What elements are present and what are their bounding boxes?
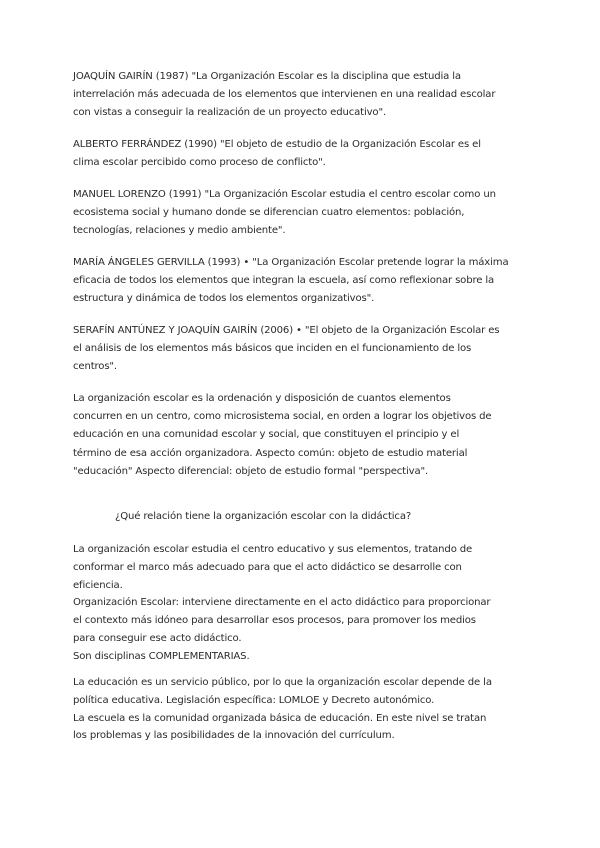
text-line: concurren en un centro, como microsistema social, en orden a lograr los objetivos de: [73, 411, 492, 423]
text-line: eficiencia.: [73, 579, 123, 591]
quote-lorenzo-1991: [73, 186, 533, 241]
quote-gervilla-1993: [73, 254, 533, 309]
text-line: SERAFÍN ANTÚNEZ Y JOAQUÍN GAIRÍN (2006) • "El objeto de la Organización Escolar es: [73, 325, 500, 336]
text-line: ALBERTO FERRÁNDEZ (1990) "El objeto de estudio de la Organización Escolar es el: [73, 139, 481, 150]
policy-paragraph: [73, 674, 533, 745]
text-line: educación en una comunidad escolar y social, que constituyen el principio y el: [73, 429, 460, 441]
quote-gairin-1987: [73, 68, 533, 123]
quote-antunez-gairin-2006: [73, 322, 533, 377]
text-line: La organización escolar estudia el centro educativo y sus elementos, tratando de: [73, 544, 473, 555]
quote-ferrandez-1990: [73, 136, 533, 172]
text-line: estructura y dinámica de todos los elementos organizativos".: [73, 293, 375, 305]
text-line: clima escolar percibido como proceso de conflicto".: [73, 157, 326, 169]
text-line: el contexto más idóneo para desarrollar esos procesos, para promover los medios: [73, 615, 476, 627]
text-line: eficacia de todos los elementos que integran la escuela, así como reflexionar sobre la: [73, 275, 495, 287]
text-line: La organización escolar es la ordenación y disposición de cuantos elementos: [73, 393, 451, 404]
definition-paragraph: [73, 390, 533, 481]
text-line: Son disciplinas COMPLEMENTARIAS.: [73, 650, 250, 662]
text-line: La escuela es la comunidad organizada básica de educación. En este nivel se tratan: [73, 712, 487, 724]
text-line: tecnologías, relaciones y medio ambiente".: [73, 225, 286, 237]
text-line: término de esa acción organizadora. Aspecto común: objeto de estudio material: [73, 447, 468, 459]
text-line: con vistas a conseguir la realización de un proyecto educativo".: [73, 107, 387, 119]
answer-paragraph: [73, 541, 533, 666]
text-line: conformar el marco más adecuado para que el acto didáctico se desarrolle con: [73, 561, 462, 573]
text-line: el análisis de los elementos más básicos que inciden en el funcionamiento de los: [73, 343, 472, 355]
text-line: los problemas y las posibilidades de la innovación del currículum.: [73, 730, 395, 742]
text-line: interrelación más adecuada de los elementos que intervienen en una realidad escolar: [73, 89, 496, 101]
text-line: MARÍA ÁNGELES GERVILLA (1993) • "La Organización Escolar pretende lograr la máxima: [73, 257, 509, 268]
text-line: La educación es un servicio público, por lo que la organización escolar depende de la: [73, 677, 492, 688]
text-line: centros".: [73, 361, 117, 373]
text-line: "educación" Aspecto diferencial: objeto de estudio formal "perspectiva".: [73, 465, 429, 477]
text-line: para conseguir ese acto didáctico.: [73, 632, 242, 644]
text-line: Organización Escolar: interviene directamente en el acto didáctico para proporcionar: [73, 597, 491, 609]
question-heading: ¿Qué relación tiene la organización escolar con la didáctica?: [115, 511, 412, 522]
text-line: ecosistema social y humano donde se diferencian cuatro elementos: población,: [73, 207, 465, 219]
text-line: política educativa. Legislación específica: LOMLOE y Decreto autonómico.: [73, 694, 435, 706]
text-line: MANUEL LORENZO (1991) "La Organización Escolar estudia el centro escolar como un: [73, 189, 496, 200]
text-line: JOAQUÍN GAIRÍN (1987) "La Organización Escolar es la disciplina que estudia la: [73, 71, 461, 82]
